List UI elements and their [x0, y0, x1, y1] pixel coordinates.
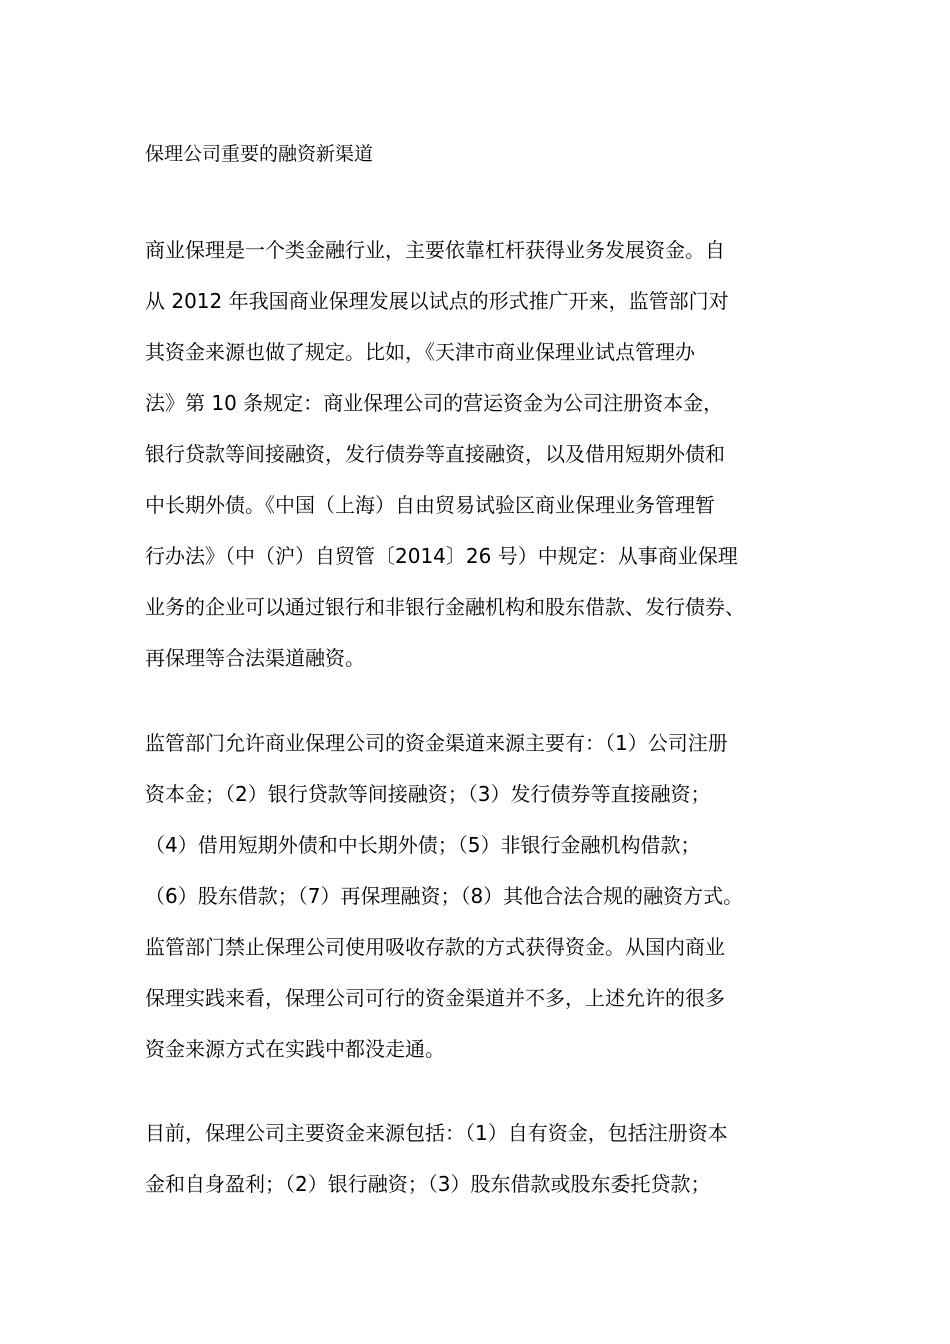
text-line: 目前，保理公司主要资金来源包括：（1）自有资金，包括注册资本	[145, 1121, 728, 1145]
text-line: 资本金；（2）银行贷款等间接融资；（3）发行债券等直接融资；	[145, 782, 711, 806]
text-line: 金和自身盈利；（2）银行融资；（3）股东借款或股东委托贷款；	[145, 1172, 711, 1196]
text-line: （4）借用短期外债和中长期外债；（5）非银行金融机构借款；	[145, 833, 701, 857]
text-line: 再保理等合法渠道融资。	[145, 646, 365, 670]
text-line: 从 2012 年我国商业保理发展以试点的形式推广开来，监管部门对	[145, 289, 729, 313]
text-line: 保理实践来看，保理公司可行的资金渠道并不多，上述允许的很多	[145, 986, 725, 1010]
text-line: （6）股东借款；（7）再保理融资；（8）其他合法合规的融资方式。	[145, 884, 744, 908]
paragraph-2	[145, 718, 835, 1075]
document-title: 保理公司重要的融资新渠道	[145, 143, 374, 165]
text-line: 资金来源方式在实践中都没走通。	[145, 1037, 445, 1061]
text-line: 监管部门禁止保理公司使用吸收存款的方式获得资金。从国内商业	[145, 935, 725, 959]
text-line: 其资金来源也做了规定。比如，《天津市商业保理业试点管理办	[145, 340, 695, 364]
paragraph-1	[145, 225, 835, 684]
paragraph-3	[145, 1108, 835, 1210]
text-line: 商业保理是一个类金融行业，主要依靠杠杆获得业务发展资金。自	[145, 238, 725, 262]
text-line: 监管部门允许商业保理公司的资金渠道来源主要有：（1）公司注册	[145, 731, 728, 755]
text-line: 中长期外债。《中国（上海）自由贸易试验区商业保理业务管理暂	[145, 493, 715, 517]
text-line: 银行贷款等间接融资，发行债券等直接融资，以及借用短期外债和	[145, 442, 725, 466]
text-line: 法》第 10 条规定：商业保理公司的营运资金为公司注册资本金，	[145, 391, 724, 415]
text-line: 行办法》（中（沪）自贸管〔2014〕26 号）中规定：从事商业保理	[145, 544, 738, 568]
text-line: 业务的企业可以通过银行和非银行金融机构和股东借款、发行债券、	[145, 595, 745, 619]
